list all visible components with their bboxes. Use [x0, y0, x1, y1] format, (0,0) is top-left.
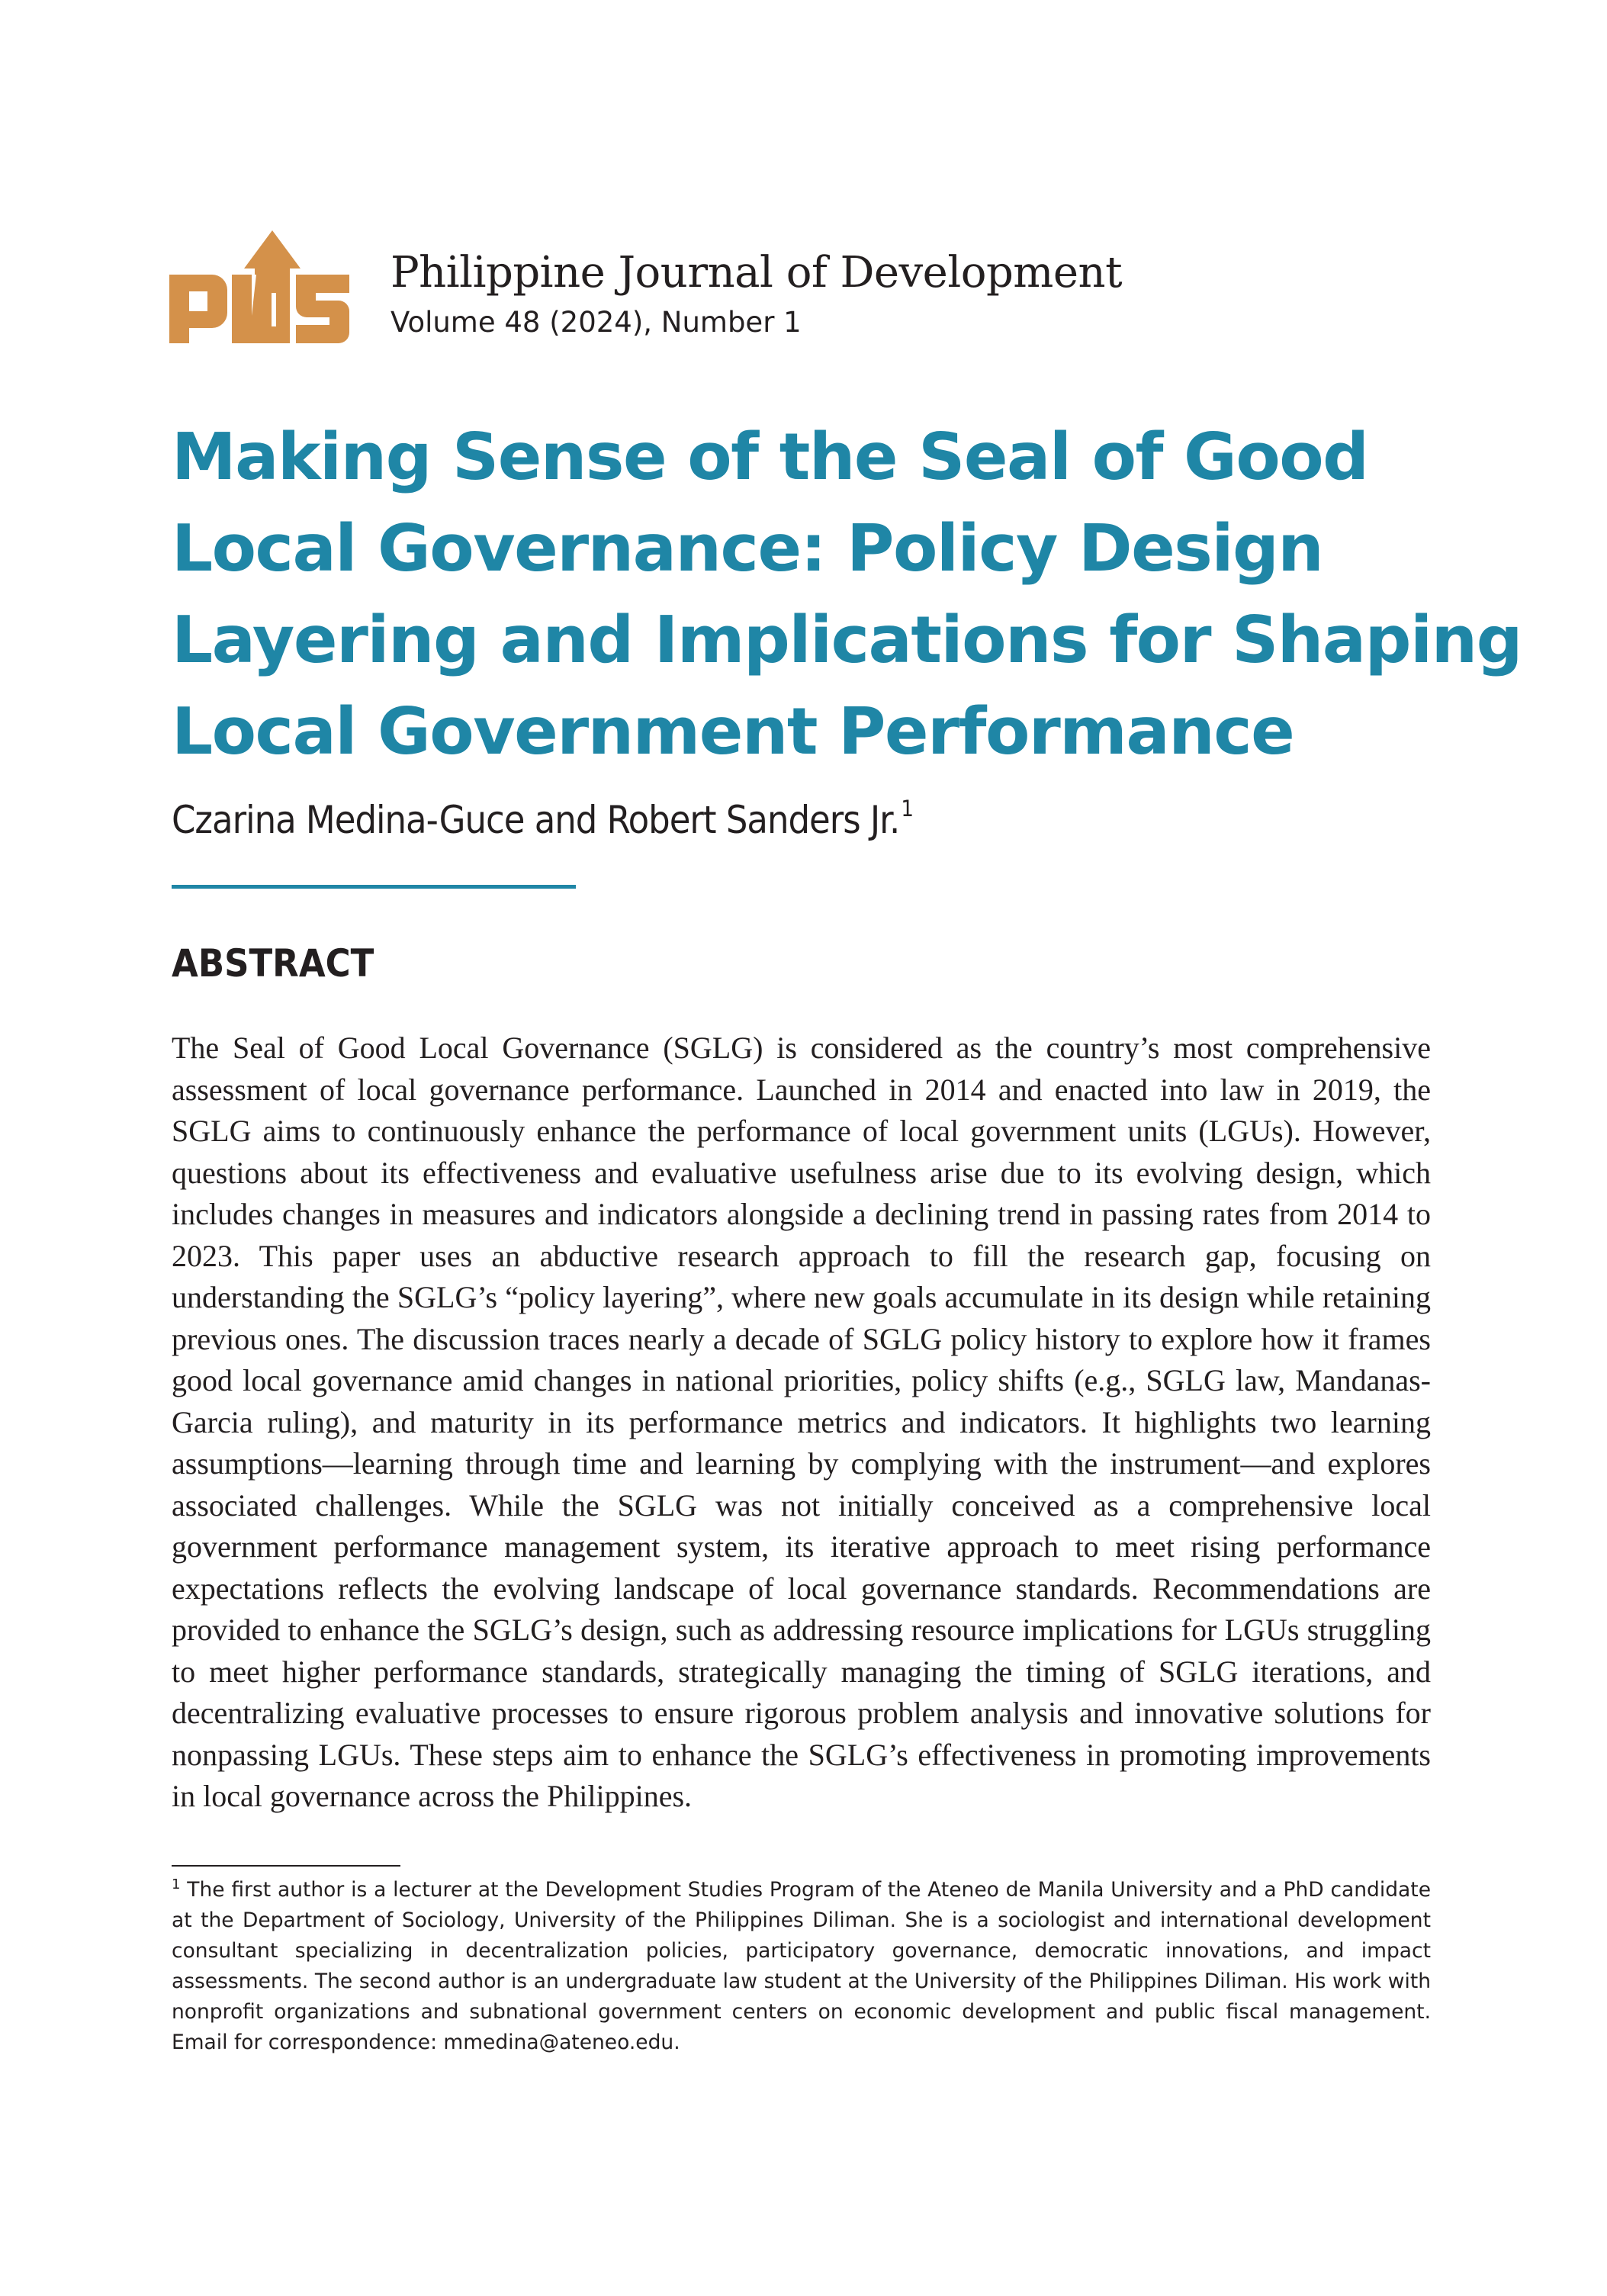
abstract-heading: ABSTRACT	[172, 941, 374, 986]
title-line-4: Local Government Performance	[172, 694, 1294, 770]
journal-issue: Volume 48 (2024), Number 1	[391, 306, 802, 339]
footnote-divider	[172, 1865, 400, 1867]
authors-text: Czarina Medina-Guce and Robert Sanders Jr.	[172, 798, 900, 842]
author-footnote-marker[interactable]: 1	[901, 796, 913, 822]
title-line-2: Local Governance: Policy Design	[172, 511, 1323, 587]
journal-header	[169, 229, 1161, 343]
title-line-1: Making Sense of the Seal of Good	[172, 420, 1368, 495]
footnote	[172, 1875, 1431, 2058]
abstract-body: The Seal of Good Local Governance (SGLG) is considered as the country’s most comprehensive assessment of local governance performance. Launched in 2014 and enacted into law in 2019, the SGLG aims to continuously enhance the performance of local government units (LGUs). However, questions about its effectiveness and evaluative usefulness arise due to its evolving design, which includes changes in measures and indicators alongside a declining trend in passing rates from 2014 to 2023. This paper uses an abductive research approach to fill the research gap, focusing on understanding the SGLG’s “policy layering”, where new goals accumulate in its design while retaining previous ones. The discussion traces nearly a decade of SGLG policy history to explore how it frames good local governance amid changes in national priorities, policy shifts (e.g., SGLG law, Mandanas-Garcia ruling), and maturity in its performance metrics and indicators. It highlights two learning assumptions—learning through time and learning by complying with the instrument—and explores associated challenges. While the SGLG was not initially conceived as a comprehensive local government performance management system, its iterative approach to meet rising performance expectations reflects the evolving landscape of local governance standards. Recommendations are provided to enhance the SGLG’s design, such as addressing resource implications for LGUs struggling to meet higher performance standards, strategically managing the timing of SGLG iterations, and decentralizing evaluative processes to ensure rigorous problem analysis and innovative solutions for nonpassing LGUs. These steps aim to enhance the SGLG’s effectiveness in promoting improvements in local governance across the Philippines.	[172, 1031, 1431, 1813]
article-title	[172, 412, 1522, 778]
pids-logo-mark	[169, 229, 374, 343]
journal-name: Philippine Journal of Development	[391, 248, 1123, 297]
title-line-3: Layering and Implications for Shaping	[172, 603, 1522, 678]
footnote-text: The first author is a lecturer at the Development Studies Program of the Ateneo de Manila University and a PhD candidate at the Department of Sociology, University of the Philippines Diliman. She is a sociologist and international development consultant specializing in decentralization policies, participatory governance, democratic innovations, and impact assessments. The second author is an undergraduate law student at the University of the Philippines Diliman. His work with nonprofit organizations and subnational government centers on economic development and public fiscal management. Email for correspondence: mmedina@ateneo.edu.	[172, 1878, 1431, 2054]
footnote-marker: 1	[172, 1876, 181, 1892]
title-divider	[172, 885, 576, 889]
pids-logo	[169, 229, 374, 343]
journal-info	[391, 249, 1122, 342]
article-authors	[172, 793, 913, 847]
